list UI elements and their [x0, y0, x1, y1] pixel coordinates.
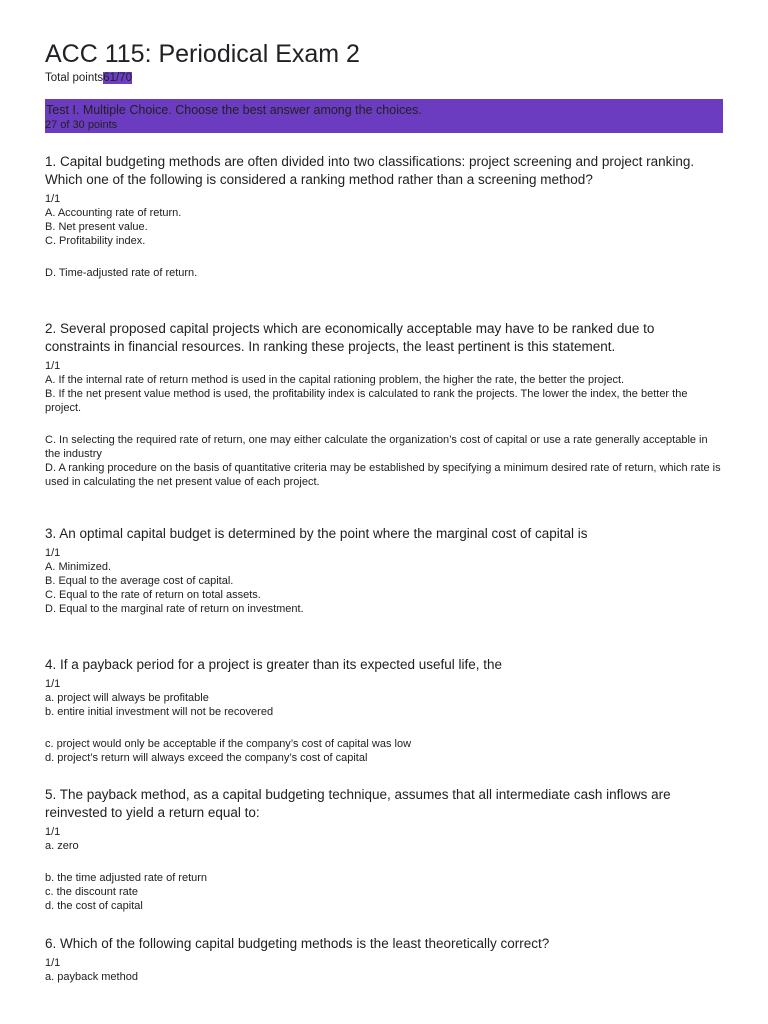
answer-option[interactable]: c. project would only be acceptable if the company’s cost of capital was low — [45, 738, 412, 750]
answer-option[interactable]: D. A ranking procedure on the basis of quantitative criteria may be established by specifying a minimum desired rate of return, which rate is used in calculating the net present value of each project. — [45, 462, 721, 488]
question-text: 5. The payback method, as a capital budgeting technique, assumes that all intermediate cash inflows are reinvested to yield a return equal to: — [45, 787, 671, 820]
answer-option[interactable]: b. entire initial investment will not be recovered — [45, 706, 274, 718]
answer-option[interactable]: a. payback method — [45, 971, 138, 983]
answer-option[interactable]: a. zero — [45, 840, 79, 852]
question-2 — [45, 320, 723, 489]
question-score: 1/1 — [45, 547, 61, 559]
answer-option[interactable]: D. Equal to the marginal rate of return on investment. — [45, 603, 304, 615]
question-4 — [45, 656, 723, 765]
answer-option[interactable]: d. project’s return will always exceed the company’s cost of capital — [45, 752, 368, 764]
question-text: 1. Capital budgeting methods are often divided into two classifications: project screening and project ranking. Which one of the following is considered a ranking method rather than a screening method? — [45, 154, 695, 187]
answer-option[interactable]: d. the cost of capital — [45, 900, 143, 912]
answer-option[interactable]: c. the discount rate — [45, 886, 138, 898]
question-1 — [45, 153, 723, 280]
answer-option[interactable]: C. Equal to the rate of return on total assets. — [45, 589, 261, 601]
section-title: Test I. Multiple Choice. Choose the best answer among the choices. — [46, 103, 422, 117]
question-score: 1/1 — [45, 678, 61, 690]
answer-option[interactable]: C. In selecting the required rate of return, one may either calculate the organization’s cost of capital or use a rate generally acceptable in the industry — [45, 434, 708, 460]
answer-option[interactable]: B. If the net present value method is used, the profitability index is calculated to rank the projects. The lower the index, the better the project. — [45, 388, 688, 414]
section-score: 27 of 30 points — [45, 119, 118, 131]
option-spacer — [45, 415, 723, 433]
answer-option[interactable]: B. Equal to the average cost of capital. — [45, 575, 234, 587]
question-5 — [45, 786, 723, 913]
question-3 — [45, 525, 723, 616]
answer-option[interactable]: A. Minimized. — [45, 561, 112, 573]
question-6 — [45, 935, 723, 984]
total-points-label: Total points — [45, 72, 104, 84]
option-spacer — [45, 719, 723, 737]
question-text: 3. An optimal capital budget is determined by the point where the marginal cost of capital is — [45, 526, 588, 541]
question-text: 6. Which of the following capital budgeting methods is the least theoretically correct? — [45, 936, 550, 951]
question-text: 2. Several proposed capital projects which are economically acceptable may have to be ranked due to constraints in financial resources. In ranking these projects, the least pertinent is this statement. — [45, 321, 655, 354]
total-points — [45, 71, 132, 85]
question-score: 1/1 — [45, 360, 61, 372]
option-spacer — [45, 248, 723, 266]
answer-option[interactable]: D. Time-adjusted rate of return. — [45, 267, 198, 279]
section-header — [45, 99, 723, 133]
page-title: ACC 115: Periodical Exam 2 — [45, 40, 360, 68]
answer-option[interactable]: B. Net present value. — [45, 221, 148, 233]
answer-option[interactable]: C. Profitability index. — [45, 235, 146, 247]
answer-option[interactable]: a. project will always be profitable — [45, 692, 209, 704]
question-text: 4. If a payback period for a project is greater than its expected useful life, the — [45, 657, 503, 672]
question-score: 1/1 — [45, 193, 61, 205]
question-score: 1/1 — [45, 826, 61, 838]
answer-option[interactable]: b. the time adjusted rate of return — [45, 872, 208, 884]
answer-option[interactable]: A. Accounting rate of return. — [45, 207, 182, 219]
question-score: 1/1 — [45, 957, 61, 969]
answer-option[interactable]: A. If the internal rate of return method is used in the capital rationing problem, the higher the rate, the better the project. — [45, 374, 625, 386]
option-spacer — [45, 853, 723, 871]
total-points-value: 61/70 — [103, 72, 132, 84]
